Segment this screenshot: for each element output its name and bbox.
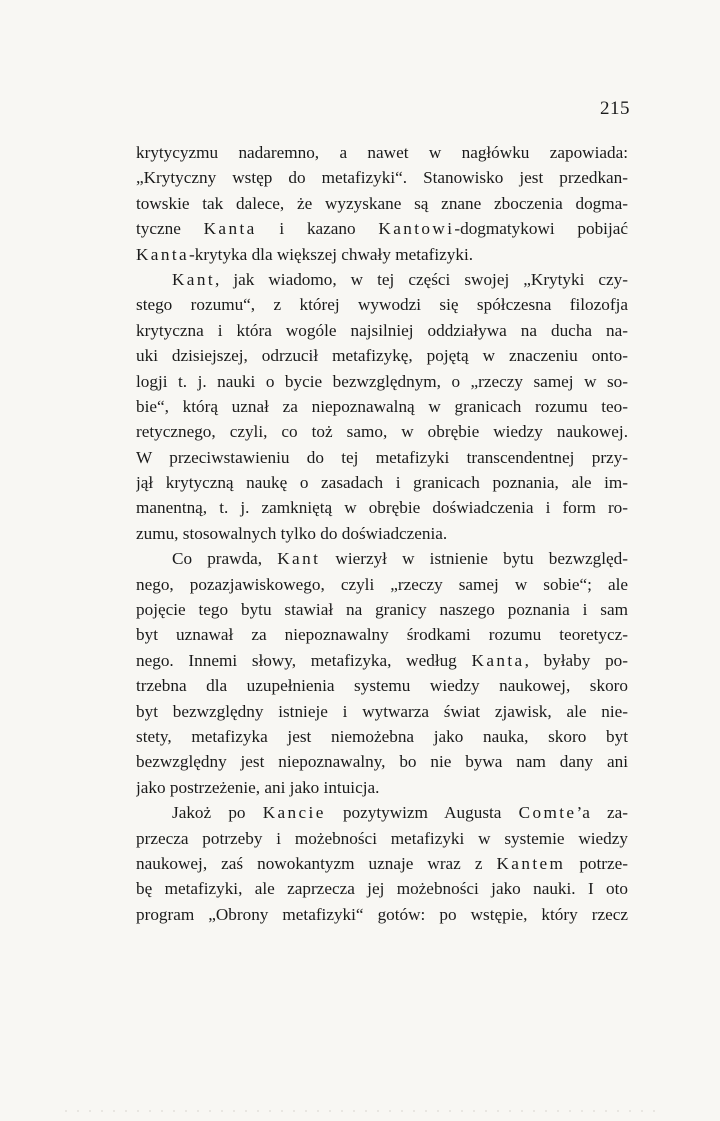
text-line: tyczne Kanta i kazano Kantowi-dogmatykowi pobijać: [136, 219, 628, 239]
text-line: pojęcie tego bytu stawiał na granicy naszego poznania i sam: [136, 600, 628, 620]
text-line: zumu, stosowalnych tylko do doświadczenia.: [136, 523, 448, 543]
page-number: 215: [600, 98, 630, 119]
spaced-name: Kanta: [203, 219, 257, 239]
spaced-name: Kant: [277, 549, 321, 569]
spaced-name: Kantowi: [378, 219, 455, 239]
text-line: bezwzględny jest niepoznawalny, bo nie bywa nam dany ani: [136, 752, 628, 772]
text-line: bie“, którą uznał za niepoznawalną w granicach rozumu teo-: [136, 396, 628, 416]
text-line: stety, metafizyka jest niemożebna jako nauka, skoro byt: [136, 726, 628, 746]
spaced-name: Kantem: [496, 853, 566, 873]
text-line: Co prawda, Kant wierzył w istnienie bytu bezwzględ-: [172, 549, 628, 569]
spaced-name: Kanta: [136, 244, 190, 264]
text-line: retycznego, czyli, co toż samo, w obrębie wiedzy naukowej.: [136, 422, 628, 442]
text-line: program „Obrony metafizyki“ gotów: po wstępie, który rzecz: [136, 904, 628, 924]
text-line: naukowej, zaś nowokantyzm uznaje wraz z Kantem potrze-: [136, 853, 628, 873]
text-line: jako postrzeżenie, ani jako intuicja.: [136, 777, 380, 797]
text-line: uki dzisiejszej, odrzucił metafizykę, pojętą w znaczeniu onto-: [136, 346, 628, 366]
text-line: krytyczna i która wogóle najsilniej oddziaływa na ducha na-: [136, 320, 628, 340]
text-line: byt bezwzględny istnieje i wytwarza świat zjawisk, ale nie-: [136, 701, 628, 721]
page-edge-shadow: [60, 1110, 660, 1112]
text-line: nego. Innemi słowy, metafizyka, według Kanta, byłaby po-: [136, 650, 628, 670]
text-line: nego, pozazjawiskowego, czyli „rzeczy samej w sobie“; ale: [136, 574, 628, 594]
spaced-name: Comte: [518, 803, 577, 823]
spaced-name: Kancie: [262, 803, 326, 823]
text-line: manentną, t. j. zamkniętą w obrębie doświadczenia i form ro-: [136, 498, 628, 518]
text-line: stego rozumu“, z której wywodzi się spółczesna filozofja: [136, 295, 628, 315]
body-text: [136, 140, 628, 927]
spaced-name: Kanta: [471, 650, 525, 670]
text-line: przecza potrzeby i możebności metafizyki w systemie wiedzy: [136, 828, 628, 848]
text-line: Jakoż po Kancie pozytywizm Augusta Comte’a za-: [172, 803, 628, 823]
text-line: krytycyzmu nadaremno, a nawet w nagłówku zapowiada:: [136, 143, 628, 162]
text-line: jął krytyczną naukę o zasadach i granicach poznania, ale im-: [136, 473, 628, 493]
text-line: Kant, jak wiadomo, w tej części swojej „Krytyki czy-: [172, 269, 628, 289]
spaced-name: Kant: [172, 269, 216, 289]
text-line: bę metafizyki, ale zaprzecza jej możebności jako nauki. I oto: [136, 879, 628, 899]
text-line: towskie tak dalece, że wyzyskane są znane zboczenia dogma-: [136, 193, 628, 213]
text-line: Kanta-krytyka dla większej chwały metafizyki.: [136, 244, 474, 264]
text-line: logji t. j. nauki o bycie bezwzględnym, o „rzeczy samej w so-: [136, 371, 628, 391]
text-line: „Krytyczny wstęp do metafizyki“. Stanowisko jest przedkan-: [136, 168, 628, 188]
text-line: trzebna dla uzupełnienia systemu wiedzy naukowej, skoro: [136, 676, 628, 696]
text-line: W przeciwstawieniu do tej metafizyki transcendentnej przy-: [136, 447, 628, 467]
text-line: byt uznawał za niepoznawalny środkami rozumu teoretycz-: [136, 625, 628, 645]
